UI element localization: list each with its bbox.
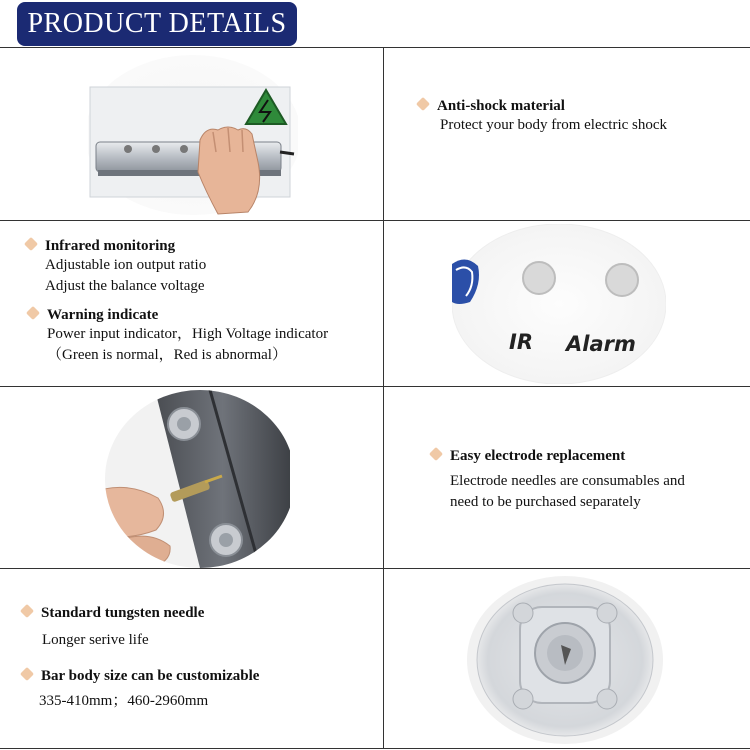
feature-desc: 335-410mm；460-2960mm	[39, 693, 209, 709]
feature-desc-line: Adjust the balance voltage	[45, 278, 205, 294]
feature-title: Warning indicate	[47, 307, 159, 323]
divider-row3	[0, 568, 750, 569]
divider-top	[0, 47, 750, 48]
feature-desc-line: （Green is normal，Red is abnormal）	[47, 347, 287, 363]
bullet-icon	[24, 237, 38, 251]
ion-bar-photo	[88, 52, 298, 218]
feature-desc-line: Adjustable ion output ratio	[45, 257, 207, 273]
indicator-panel-photo	[452, 224, 666, 384]
feature-desc-line: Power input indicator，High Voltage indicator	[47, 326, 329, 342]
feature-desc: Protect your body from electric shock	[440, 117, 668, 133]
bullet-icon	[26, 306, 40, 320]
electrode-photo	[100, 390, 290, 568]
feature-infrared	[26, 238, 206, 297]
feature-title: Easy electrode replacement	[450, 448, 626, 464]
feature-desc: Longer serive life	[42, 632, 149, 648]
alarm-label: Alarm	[566, 332, 636, 356]
feature-title: Anti-shock material	[437, 98, 565, 114]
feature-title: Standard tungsten needle	[41, 605, 205, 621]
feature-tungsten	[22, 605, 204, 651]
bullet-icon	[429, 447, 443, 461]
nozzle-photo	[465, 575, 665, 745]
feature-title: Infrared monitoring	[45, 238, 176, 254]
ir-label: IR	[509, 330, 533, 354]
divider-bottom	[0, 748, 750, 749]
feature-desc-line: Electrode needles are consumables and	[450, 473, 685, 489]
feature-anti-shock	[418, 98, 667, 136]
feature-title: Bar body size can be customizable	[41, 668, 260, 684]
bullet-icon	[20, 604, 34, 618]
feature-desc-line: need to be purchased separately	[450, 494, 641, 510]
feature-warning	[28, 307, 328, 366]
bullet-icon	[416, 97, 430, 111]
divider-row2	[0, 386, 750, 387]
feature-bar-size	[22, 668, 259, 712]
divider-row1	[0, 220, 750, 221]
divider-vertical	[383, 47, 384, 749]
feature-electrode	[431, 448, 685, 513]
bullet-icon	[20, 667, 34, 681]
page-title-banner	[17, 2, 297, 46]
page-title: PRODUCT DETAILS	[27, 8, 287, 39]
